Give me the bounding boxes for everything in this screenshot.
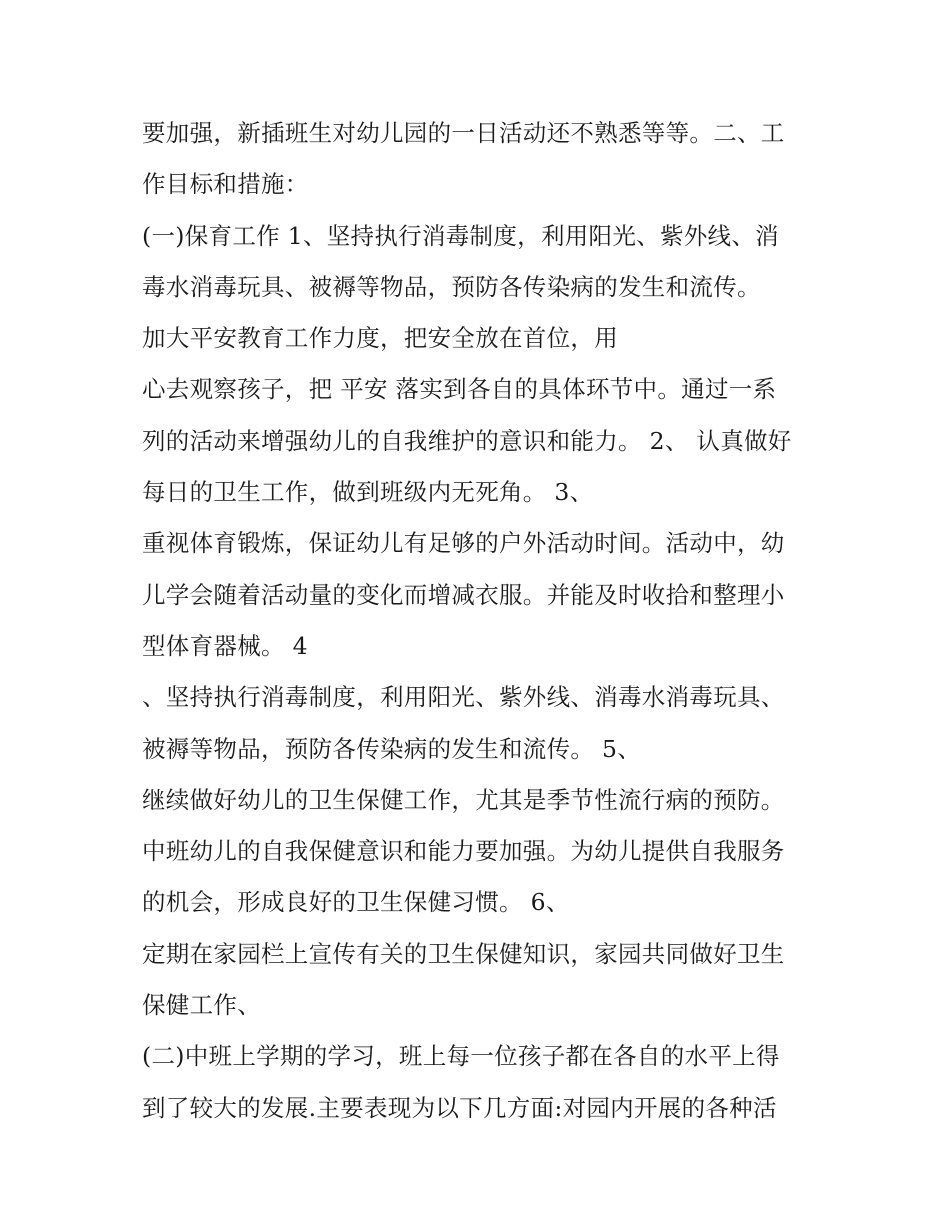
text-line: 到了较大的发展.主要表现为以下几方面:对园内开展的各种活 bbox=[142, 1093, 777, 1122]
text-line: 保健工作、 bbox=[142, 991, 261, 1020]
text-line: (二)中班上学期的学习，班上每一位孩子都在各自的水平上得 bbox=[142, 1042, 780, 1071]
text-line: 儿学会随着活动量的变化而增减衣服。并能及时收拾和整理小 bbox=[142, 580, 785, 609]
text-line: 作目标和措施： bbox=[142, 170, 309, 199]
text-line: 每日的卫生工作，做到班级内无死角。 3、 bbox=[142, 478, 594, 507]
text-line: 列的活动来增强幼儿的自我维护的意识和能力。 2、 认真做好 bbox=[142, 426, 792, 455]
text-line: 要加强，新插班生对幼儿园的一日活动还不熟悉等等。二、工 bbox=[142, 119, 785, 147]
text-line: 定期在家园栏上宣传有关的卫生保健知识，家园共同做好卫生 bbox=[142, 939, 785, 968]
text-line: 继续做好幼儿的卫生保健工作，尤其是季节性流行病的预防。 bbox=[142, 785, 785, 814]
text-line: 加大平安教育工作力度，把安全放在首位，用 bbox=[142, 324, 618, 353]
text-line: 型体育器械。 4 bbox=[142, 631, 308, 660]
text-line: 、坚持执行消毒制度，利用阳光、紫外线、消毒水消毒玩具、 bbox=[142, 683, 785, 712]
text-line: 重视体育锻炼，保证幼儿有足够的户外活动时间。活动中，幼 bbox=[142, 529, 785, 558]
body-text bbox=[142, 108, 832, 1134]
text-line: 被褥等物品，预防各传染病的发生和流传。 5、 bbox=[142, 734, 642, 763]
text-line: 的机会，形成良好的卫生保健习惯。 6、 bbox=[142, 888, 570, 917]
text-line: 中班幼儿的自我保健意识和能力要加强。为幼儿提供自我服务 bbox=[142, 837, 785, 866]
text-line: 心去观察孩子，把 平安 落实到各自的具体环节中。通过一系 bbox=[142, 375, 777, 404]
text-line: 毒水消毒玩具、被褥等物品，预防各传染病的发生和流传。 bbox=[142, 272, 761, 301]
text-line: (一)保育工作 1、坚持执行消毒制度，利用阳光、紫外线、消 bbox=[142, 221, 779, 250]
